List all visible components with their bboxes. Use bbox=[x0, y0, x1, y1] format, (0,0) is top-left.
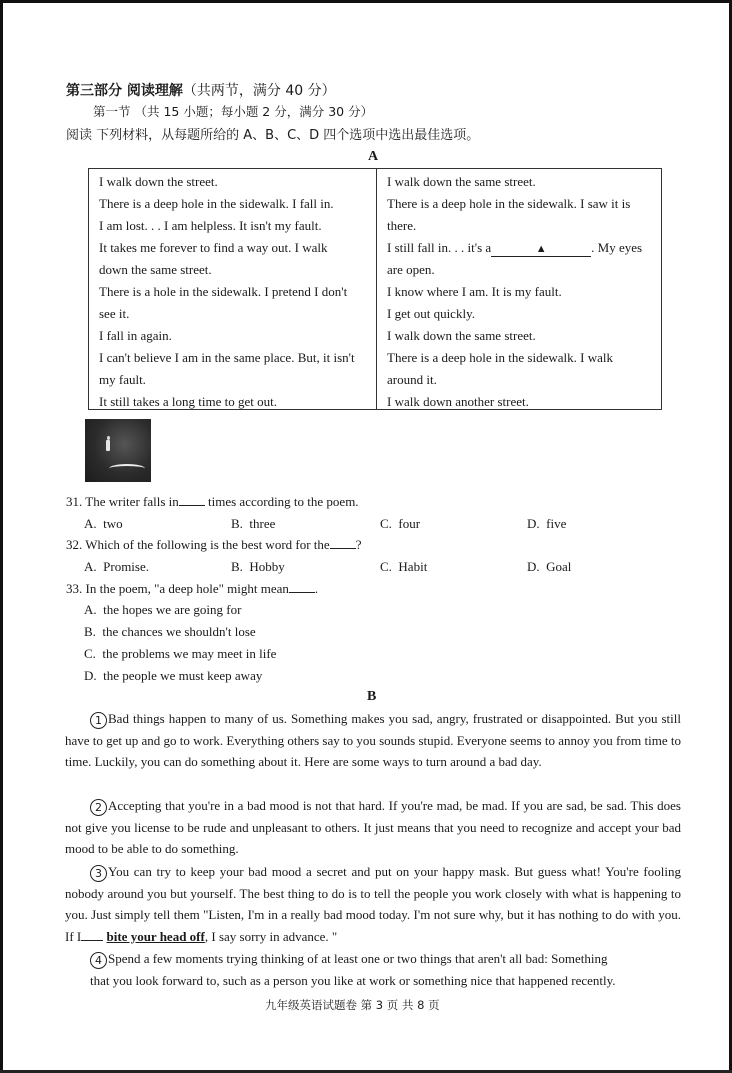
q32-option-b[interactable] bbox=[231, 559, 285, 575]
paragraph-text: Spend a few moments trying thinking of at least one or two things that aren't all bad: Something bbox=[108, 951, 608, 966]
q32-option-d[interactable] bbox=[527, 559, 571, 575]
option-text: two bbox=[103, 516, 123, 531]
option-text: Habit bbox=[398, 559, 428, 574]
poem-line-suffix: . My eyes bbox=[591, 240, 643, 255]
option-text: five bbox=[546, 516, 567, 531]
section-title-detail: （共两节，满分 40 分） bbox=[182, 83, 336, 99]
q31-option-b[interactable] bbox=[231, 516, 275, 532]
paragraph-text: You can try to keep your bad mood a secret and put on your happy mask. But guess what! You're fooling nobody around you but yourself. The best thing to do is to tell the people you work closely with what is happening to you. Just simply tell them "Listen, I'm in a really bad mood today. I'm not sure why, but it has nothing to do with you. If I bbox=[65, 864, 681, 944]
poem-line-prefix: I still fall in. . . it's a bbox=[387, 240, 492, 255]
q33-option-d[interactable] bbox=[84, 668, 262, 684]
poem-line: around it. bbox=[387, 372, 437, 387]
q31-option-c[interactable] bbox=[380, 516, 420, 532]
poem-line: are open. bbox=[387, 262, 435, 277]
option-text: the problems we may meet in life bbox=[102, 646, 277, 661]
question-stem-suffix: times according to the poem. bbox=[204, 494, 359, 509]
option-text: Hobby bbox=[249, 559, 285, 574]
poem-line: I get out quickly. bbox=[387, 306, 475, 321]
poem-line: There is a deep hole in the sidewalk. I saw it is bbox=[387, 196, 631, 211]
question-32 bbox=[66, 537, 361, 553]
poem-line: see it. bbox=[99, 306, 130, 321]
question-stem-prefix: In the poem, "a deep hole" might mean bbox=[85, 581, 289, 596]
answer-blank bbox=[81, 930, 103, 941]
question-stem-prefix: Which of the following is the best word for the bbox=[85, 537, 330, 552]
poem-line: my fault. bbox=[99, 372, 146, 387]
poem-right-column bbox=[377, 169, 661, 409]
option-letter: C. bbox=[84, 646, 96, 661]
option-letter: A. bbox=[84, 602, 97, 617]
passage-b-paragraph-2 bbox=[65, 795, 681, 860]
page-footer: 九年级英语试题卷 第 3 页 共 8 页 bbox=[265, 998, 440, 1012]
question-stem-prefix: The writer falls in bbox=[85, 494, 179, 509]
option-letter: B. bbox=[84, 624, 96, 639]
q31-option-a[interactable] bbox=[84, 516, 123, 532]
option-text: four bbox=[398, 516, 421, 531]
passage-b-paragraph-3 bbox=[65, 861, 681, 947]
answer-blank bbox=[179, 495, 205, 506]
scan-border-left bbox=[0, 0, 3, 1073]
circled-number-4-icon: 4 bbox=[90, 952, 107, 969]
triangle-marker-icon: ▲ bbox=[535, 243, 547, 255]
circled-number-3-icon: 3 bbox=[90, 865, 107, 882]
paragraph-text-line2: that you look forward to, such as a person you like at work or something nice that happened recently. bbox=[90, 972, 616, 988]
instructions: 阅读 下列材料，从每题所给的 A、B、C、D 四个选项中选出最佳选项。 bbox=[66, 128, 480, 143]
q33-option-a[interactable] bbox=[84, 602, 241, 618]
underlined-phrase: bite your head off bbox=[106, 928, 205, 944]
poem-line: down the same street. bbox=[99, 262, 212, 277]
option-letter: A. bbox=[84, 516, 97, 531]
poem-line: It still takes a long time to get out. bbox=[99, 394, 278, 409]
option-letter: D. bbox=[84, 668, 97, 683]
poem-line-with-blank bbox=[387, 237, 653, 259]
answer-blank bbox=[491, 242, 591, 257]
option-text: the people we must keep away bbox=[103, 668, 263, 683]
question-stem-suffix: . bbox=[314, 581, 319, 596]
option-text: three bbox=[249, 516, 276, 531]
q33-option-c[interactable] bbox=[84, 646, 276, 662]
answer-blank bbox=[289, 582, 315, 593]
question-number: 31. bbox=[66, 494, 83, 509]
option-text: the hopes we are going for bbox=[103, 602, 242, 617]
poem-left-column bbox=[89, 169, 377, 409]
paragraph-text: Bad things happen to many of us. Something makes you sad, angry, frustrated or disappointed. But you still have to get up and go to work. Everything others say to you sounds stupid. Everyone seems to annoy you from time to time. Luckily, you can do something about it. Here are some ways to turn around a bad day. bbox=[65, 711, 681, 769]
q33-option-b[interactable] bbox=[84, 624, 256, 640]
option-letter: C. bbox=[380, 559, 392, 574]
q31-option-d[interactable] bbox=[527, 516, 566, 532]
answer-blank bbox=[330, 538, 356, 549]
option-letter: C. bbox=[380, 516, 392, 531]
poem-line: It takes me forever to find a way out. I walk bbox=[99, 240, 328, 255]
circled-number-2-icon: 2 bbox=[90, 799, 107, 816]
circled-number-1-icon: 1 bbox=[90, 712, 107, 729]
paragraph-text: Accepting that you're in a bad mood is not that hard. If you're mad, be mad. If you are sad, be sad. This does not give you license to be rude and unpleasant to others. It just means that you need to recognize and accept your bad mood to be able to do something. bbox=[65, 798, 681, 856]
question-number: 33. bbox=[66, 581, 83, 596]
poem-line: I walk down another street. bbox=[387, 394, 529, 409]
option-letter: D. bbox=[527, 559, 540, 574]
question-stem-suffix: ? bbox=[355, 537, 362, 552]
poem-line: I walk down the same street. bbox=[387, 174, 536, 189]
section-title-bold: 第三部分 阅读理解 bbox=[66, 83, 183, 99]
poem-line: There is a hole in the sidewalk. I pretend I don't bbox=[99, 284, 348, 299]
poem-line: I am lost. . . I am helpless. It isn't my fault. bbox=[99, 218, 322, 233]
person-figure-icon bbox=[106, 440, 110, 451]
option-text: Promise. bbox=[103, 559, 150, 574]
poem-line: There is a deep hole in the sidewalk. I fall in. bbox=[99, 196, 334, 211]
option-letter: D. bbox=[527, 516, 540, 531]
section-title bbox=[66, 80, 336, 100]
option-text: Goal bbox=[546, 559, 572, 574]
passage-a-label: A bbox=[368, 149, 379, 164]
paragraph-text-end: , I say sorry in advance. " bbox=[204, 928, 338, 944]
question-31 bbox=[66, 494, 359, 510]
passage-b-label: B bbox=[367, 689, 377, 704]
poem-illustration bbox=[85, 419, 151, 482]
question-number: 32. bbox=[66, 537, 83, 552]
option-text: the chances we shouldn't lose bbox=[102, 624, 256, 639]
subsection-title: 第一节 （共 15 小题；每小题 2 分，满分 30 分） bbox=[93, 104, 374, 119]
poem-line: I fall in again. bbox=[99, 328, 172, 343]
poem-line: I know where I am. It is my fault. bbox=[387, 284, 562, 299]
question-33 bbox=[66, 581, 318, 597]
q32-option-a[interactable] bbox=[84, 559, 149, 575]
q32-option-c[interactable] bbox=[380, 559, 427, 575]
option-letter: B. bbox=[231, 559, 243, 574]
poem-line: there. bbox=[387, 218, 417, 233]
option-letter: A. bbox=[84, 559, 97, 574]
poem-line: I walk down the street. bbox=[99, 174, 218, 189]
poem-table bbox=[88, 168, 662, 410]
poem-line: I can't believe I am in the same place. But, it isn't bbox=[99, 350, 355, 365]
poem-line: There is a deep hole in the sidewalk. I walk bbox=[387, 350, 613, 365]
passage-b-paragraph-4 bbox=[90, 948, 690, 991]
passage-b-paragraph-1 bbox=[65, 708, 681, 773]
option-letter: B. bbox=[231, 516, 243, 531]
poem-line: I walk down the same street. bbox=[387, 328, 536, 343]
scan-border-top bbox=[0, 0, 732, 3]
hole-icon bbox=[109, 464, 145, 473]
